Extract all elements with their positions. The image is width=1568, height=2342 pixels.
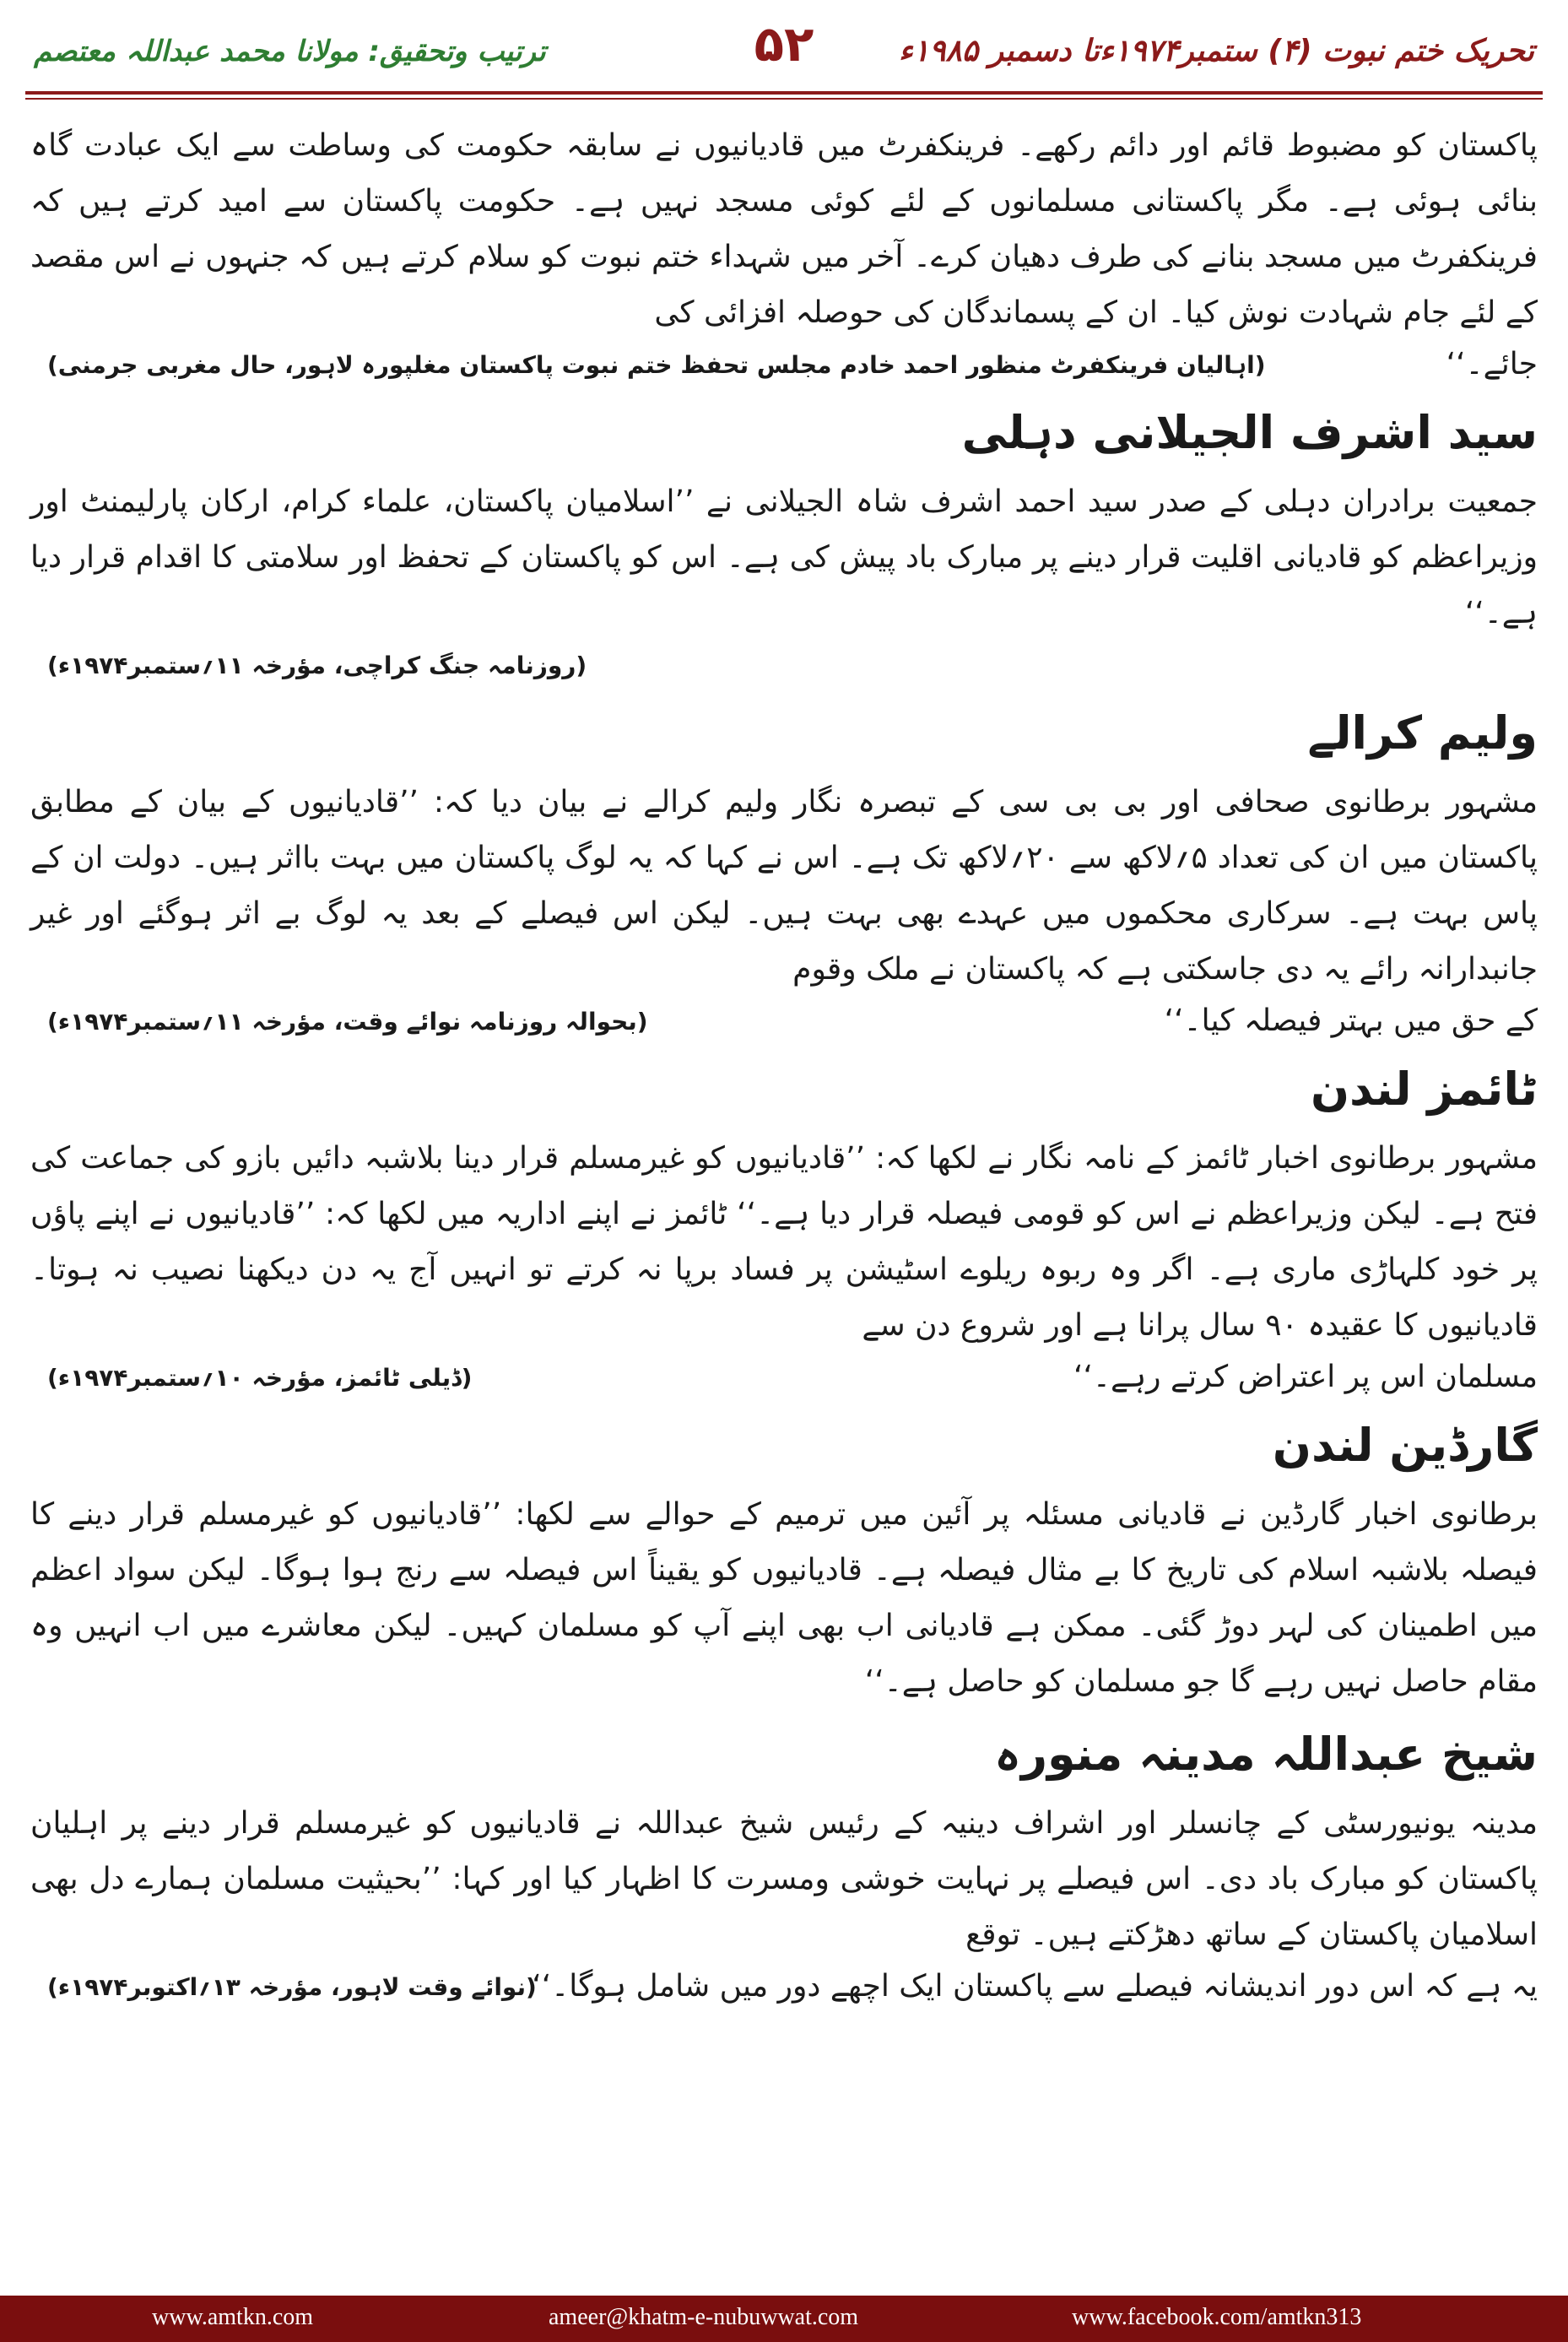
section-heading: گارڈین لندن [1272,1419,1538,1472]
section-tail: مسلمان اس پر اعتراض کرتے رہے۔‘‘ [1073,1360,1538,1394]
book-title: تحریک ختم نبوت (۴) ستمبر۱۹۷۴ءتا دسمبر ۱۹۸۵ء [898,34,1534,68]
section-paragraph: مشہور برطانوی صحافی اور بی بی سی کے تبصرہ نگار ولیم کرالے نے بیان دیا کہ: ’’قادیانیوں کے بیان کے مطابق پاکستان میں ان کی تعداد ۵؍لاکھ سے ۲۰؍لاکھ تک ہے۔ اس نے کہا کہ یہ لوگ پاکستان میں بہت بااثر ہیں۔ دولت ان کے پاس بہت ہے۔ سرکاری محکموں میں عہدے بھی بہت ہیں۔ لیکن اس فیصلے کے بعد یہ لوگ بے اثر ہوگئے اور غیر جانبدارانہ رائے یہ دی جاسکتی ہے کہ پاکستان نے ملک وقوم [30,785,1538,987]
page-number: ۵۲ [754,15,814,73]
intro-paragraph: پاکستان کو مضبوط قائم اور دائم رکھے۔ فرینکفرٹ میں قادیانیوں نے سابقہ حکومت کی وساطت سے ایک عبادت گاہ بنائی ہوئی ہے۔ مگر پاکستانی مسلمانوں کے لئے کوئی مسجد نہیں ہے۔ حکومت پاکستان سے امید کرتے ہیں کہ فرینکفرٹ میں مسجد بنانے کی طرف دھیان کرے۔ آخر میں شہداء ختم نبوت کو سلام کرتے ہیں کہ جنہوں نے اس مقصد کے لئے جام شہادت نوش کیا۔ ان کے پسماندگان کی حوصلہ افزائی کی [30,128,1538,330]
section-source: (ڈیلی ٹائمز، مؤرخہ ۱۰؍ستمبر۱۹۷۴ء) [47,1364,473,1392]
section-source-row [30,998,1538,1045]
footer-facebook-link[interactable]: www.facebook.com/amtkn313 [1072,2304,1362,2330]
section-source: (روزنامہ جنگ کراچی، مؤرخہ ۱۱؍ستمبر۱۹۷۴ء) [47,652,587,679]
header-rule [25,91,1543,95]
footer-email-link[interactable]: ameer@khatm-e-nubuwwat.com [549,2304,859,2330]
section-source: (بحوالہ روزنامہ نوائے وقت، مؤرخہ ۱۱؍ستمبر۱۹۷۴ء) [47,1008,648,1036]
page-header [0,0,1568,111]
header-rule-thin [25,98,1543,100]
page-body [30,118,1538,2010]
section-paragraph: مدینہ یونیورسٹی کے چانسلر اور اشراف دینیہ کے رئیس شیخ عبداللہ نے قادیانیوں کو غیرمسلم قرار دینے پر اہلیان پاکستان کو مبارک باد دی۔ اس فیصلے پر نہایت خوشی ومسرت کا اظہار کیا اور کہا: ’’بحیثیت مسلمان ہمارے دل بھی اسلامیان پاکستان کے ساتھ دھڑکتے ہیں۔ توقع [30,1806,1538,1952]
section-heading: ٹائمز لندن [1310,1063,1538,1116]
section-heading: سید اشرف الجیلانی دہلی [961,406,1538,459]
section-source-row [30,1354,1538,1401]
footer-website-link[interactable]: www.amtkn.com [152,2304,314,2330]
section-paragraph: جمعیت برادران دہلی کے صدر سید احمد اشرف شاہ الجیلانی نے ’’اسلامیان پاکستان، علماء کرام، ارکان پارلیمنٹ اور وزیراعظم کو قادیانی اقلیت قرار دینے پر مبارک باد پیش کی ہے۔ اس کو پاکستان کے تحفظ اور سلامتی کا اقدام قرار دیا ہے۔‘‘ [30,484,1538,630]
section-paragraph: مشہور برطانوی اخبار ٹائمز کے نامہ نگار نے لکھا کہ: ’’قادیانیوں کو غیرمسلم قرار دینا بلاشبہ دائیں بازو کی جماعت کی فتح ہے۔ لیکن وزیراعظم نے اس کو قومی فیصلہ قرار دیا ہے۔‘‘ ٹائمز نے اپنے اداریہ میں لکھا کہ: ’’قادیانیوں نے اپنے پاؤں پر خود کلہاڑی ماری ہے۔ اگر وہ ربوہ ریلوے اسٹیشن پر فساد برپا نہ کرتے تو انہیں آج یہ دن دیکھنا نصیب نہ ہوتا۔ قادیانیوں کا عقیدہ ۹۰ سال پرانا ہے اور شروع دن سے [30,1141,1538,1343]
section-heading: ولیم کرالے [1307,706,1538,760]
intro-source-row [30,341,1538,388]
section-tail: کے حق میں بہتر فیصلہ کیا۔‘‘ [1164,1003,1538,1038]
section-heading: شیخ عبداللہ مدینہ منورہ [994,1728,1538,1781]
section-paragraph: برطانوی اخبار گارڈین نے قادیانی مسئلہ پر آئین میں ترمیم کے حوالے سے لکھا: ’’قادیانیوں کو غیرمسلم قرار دینے کا فیصلہ بلاشبہ اسلام کی تاریخ کا بے مثال فیصلہ ہے۔ قادیانیوں کو یقیناً اس فیصلہ سے رنج ہوا ہوگا۔ لیکن سواد اعظم میں اطمینان کی لہر دوڑ گئی۔ ممکن ہے قادیانی اب بھی اپنے آپ کو مسلمان کہیں۔ لیکن معاشرے میں اب انہیں وہ مقام حاصل نہیں رہے گا جو مسلمان کو حاصل ہے۔‘‘ [30,1497,1538,1699]
compiler-credit: ترتیب وتحقیق: مولانا محمد عبداللہ معتصم [34,35,546,68]
intro-source: (اہالیان فرینکفرٹ منظور احمد خادم مجلس تحفظ ختم نبوت پاکستان مغلپورہ لاہور، حال مغربی جرمنی) [47,351,1266,379]
page-footer [0,2296,1568,2342]
section-tail: یہ ہے کہ اس دور اندیشانہ فیصلے سے پاکستان ایک اچھے دور میں شامل ہوگا۔‘‘ [532,1969,1538,2004]
section-source-row [30,1963,1538,2010]
section-source: (نوائے وقت لاہور، مؤرخہ ۱۳؍اکتوبر۱۹۷۴ء) [47,1973,537,2001]
intro-tail: جائے۔‘‘ [1446,347,1538,381]
section-source-row [30,641,1538,689]
